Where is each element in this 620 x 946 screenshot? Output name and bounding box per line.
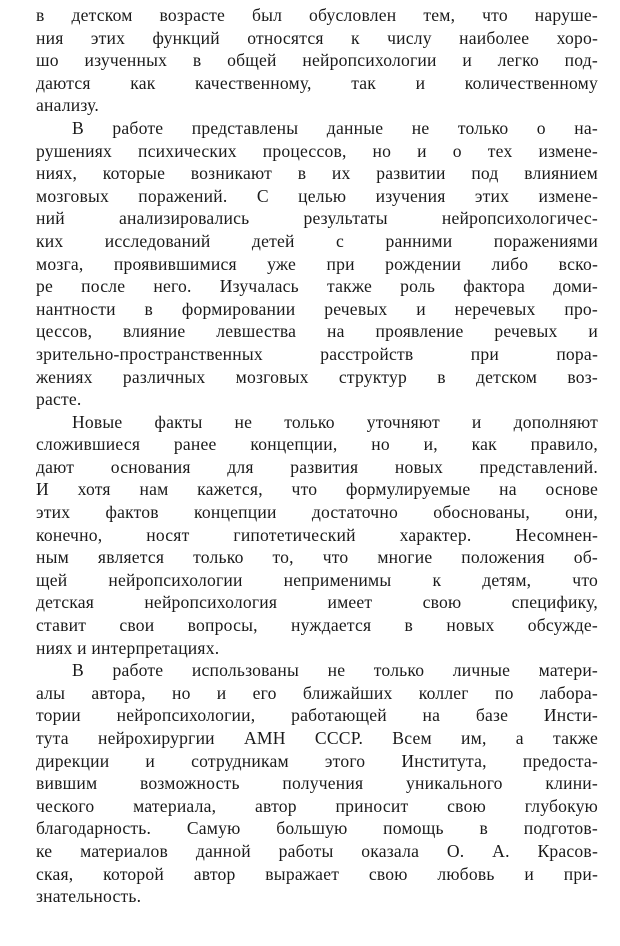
- text-line: этих фактов концепции достаточно обоснованы, они,: [36, 502, 598, 523]
- text-line: мозга, проявившимися уже при рождении либо вско-: [36, 253, 598, 274]
- text-line: ний анализировались результаты нейропсихологичес-: [36, 208, 598, 229]
- text-line: шо изученных в общей нейропсихологии и легко под-: [36, 50, 598, 71]
- text-line: В работе использованы не только личные матери-: [72, 660, 598, 681]
- text-line: знательность.: [36, 886, 142, 907]
- paragraph-1: [36, 4, 598, 117]
- text-line: дают основания для развития новых представлений.: [36, 456, 598, 477]
- text-line: детская нейропсихология имеет свою специфику,: [36, 592, 598, 613]
- text-line: рушениях психических процессов, но и о тех измене-: [36, 140, 598, 161]
- text-line: И хотя нам кажется, что формулируемые на основе: [36, 479, 598, 500]
- text-line: щей нейропсихологии неприменимы к детям, что: [36, 569, 598, 590]
- text-line: ская, которой автор выражает свою любовь и при-: [36, 863, 598, 884]
- text-line: даются как качественному, так и количественному: [36, 72, 598, 93]
- text-line: дирекции и сотрудникам этого Института, предоста-: [36, 750, 598, 771]
- text-line: ре после него. Изучалась также роль фактора доми-: [36, 276, 598, 297]
- text-line: анализу.: [36, 95, 99, 116]
- text-line: зрительно-пространственных расстройств при пора-: [36, 343, 598, 364]
- text-line: благодарность. Самую большую помощь в подготов-: [36, 818, 598, 839]
- document-page: [36, 4, 598, 908]
- text-line: цессов, влияние левшества на проявление речевых и: [36, 321, 598, 342]
- text-line: В работе представлены данные не только о на-: [72, 117, 598, 138]
- text-line: ких исследований детей с ранними поражениями: [36, 230, 598, 251]
- text-line: ставит свои вопросы, нуждается в новых обсужде-: [36, 615, 598, 636]
- text-line: конечно, носят гипотетический характер. Несомнен-: [36, 524, 598, 545]
- text-line: ке материалов данной работы оказала О. А. Красов-: [36, 840, 598, 861]
- text-line: расте.: [36, 389, 82, 410]
- text-line: ния этих функций относятся к числу наиболее хоро-: [36, 27, 598, 48]
- text-line: сложившиеся ранее концепции, но и, как правило,: [36, 434, 598, 455]
- text-line: вившим возможность получения уникального клини-: [36, 773, 598, 794]
- text-line: ческого материала, автор приносит свою глубокую: [36, 795, 598, 816]
- text-line: нантности в формировании речевых и неречевых про-: [36, 298, 598, 319]
- text-line: тории нейропсихологии, работающей на базе Инсти-: [36, 705, 598, 726]
- text-line: в детском возрасте был обусловлен тем, что наруше-: [36, 5, 598, 25]
- paragraph-2: [36, 117, 598, 411]
- text-line: тута нейрохирургии АМН СССР. Всем им, а также: [36, 728, 598, 748]
- text-line: жениях различных мозговых структур в детском воз-: [36, 366, 598, 387]
- text-line: ниях и интерпретациях.: [36, 637, 220, 658]
- paragraph-3: [36, 411, 598, 660]
- text-line: ным является только то, что многие положения об-: [36, 547, 598, 568]
- text-line: ниях, которые возникают в их развитии под влиянием: [36, 163, 598, 184]
- paragraph-4: [36, 659, 598, 908]
- text-line: мозговых поражений. С целью изучения этих измене-: [36, 185, 598, 206]
- text-line: Новые факты не только уточняют и дополняют: [72, 411, 598, 432]
- text-line: алы автора, но и его ближайших коллег по лабора-: [36, 682, 598, 703]
